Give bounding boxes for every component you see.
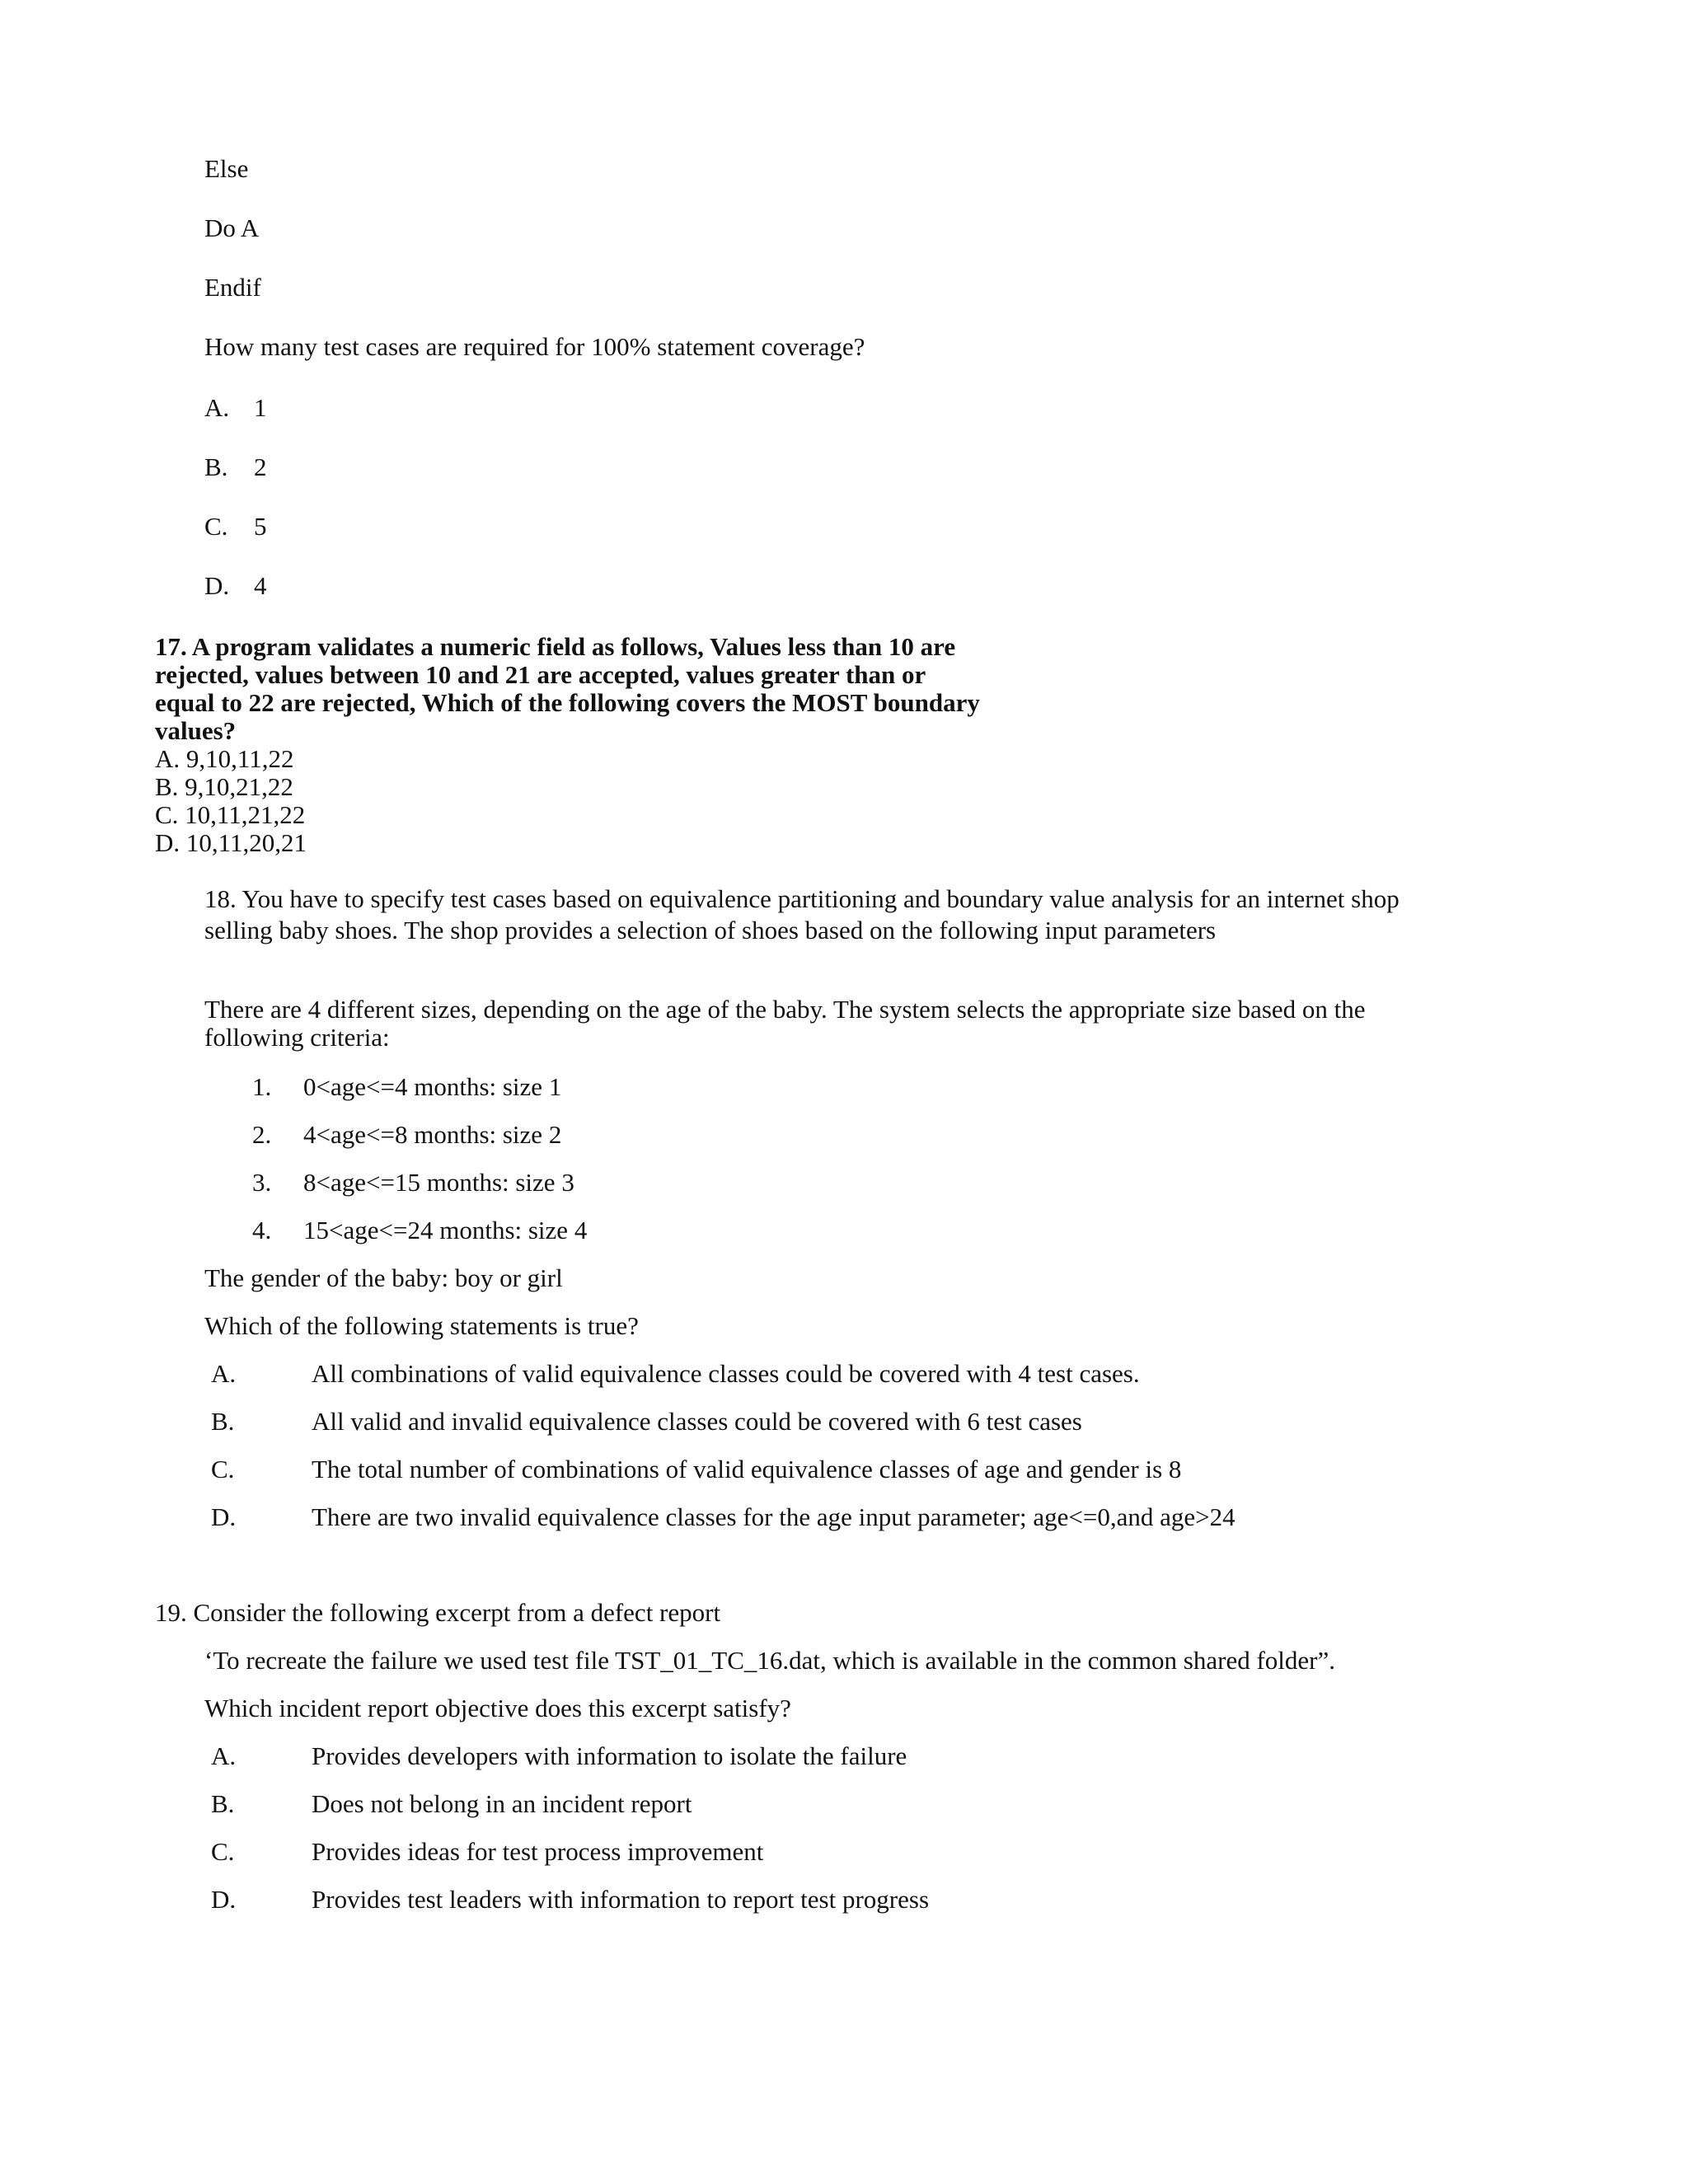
criteria-3-num: 3. <box>252 1168 272 1197</box>
q17-option-c: C. 10,11,21,22 <box>155 800 306 829</box>
q19-option-c-text: Provides ideas for test process improvement <box>312 1837 764 1866</box>
code-else: Else <box>204 154 249 183</box>
q18-option-d-text: There are two invalid equivalence classes for the age input parameter; age<=0,and age>24 <box>312 1502 1236 1531</box>
q18-option-c-letter: C. <box>211 1455 235 1483</box>
criteria-4-num: 4. <box>252 1216 272 1244</box>
q16-option-b-text: 2 <box>254 452 267 481</box>
q17-option-b: B. 9,10,21,22 <box>155 772 293 801</box>
code-do-a: Do A <box>204 213 260 242</box>
q18-option-a-letter: A. <box>211 1359 237 1388</box>
criteria-2-text: 4<age<=8 months: size 2 <box>303 1120 562 1149</box>
q16-option-a-letter: A. <box>204 393 230 422</box>
q16-option-a-text: 1 <box>254 393 267 422</box>
q16-question: How many test cases are required for 100% statement coverage? <box>204 332 865 361</box>
criteria-4-text: 15<age<=24 months: size 4 <box>303 1216 588 1244</box>
q18-option-b-text: All valid and invalid equivalence classes could be covered with 6 test cases <box>312 1407 1082 1436</box>
q17-line-1: 17. A program validates a numeric field as follows, Values less than 10 are <box>155 632 956 661</box>
q18-intro-line-1: 18. You have to specify test cases based on equivalence partitioning and boundary value analysis for an internet shop <box>204 884 1400 913</box>
q18-question: Which of the following statements is true? <box>204 1311 639 1340</box>
q16-option-d-letter: D. <box>204 571 230 600</box>
q19-option-d-letter: D. <box>211 1885 237 1914</box>
q19-quote: ‘To recreate the failure we used test file TST_01_TC_16.dat, which is available in the common shared folder”. <box>204 1646 1335 1675</box>
q17-option-d: D. 10,11,20,21 <box>155 828 307 857</box>
q17-option-a: A. 9,10,11,22 <box>155 744 294 773</box>
q19-option-a-letter: A. <box>211 1741 237 1770</box>
criteria-2-num: 2. <box>252 1120 272 1149</box>
q16-option-c-letter: C. <box>204 512 228 541</box>
q18-option-c-text: The total number of combinations of valid equivalence classes of age and gender is 8 <box>312 1455 1182 1483</box>
q18-option-d-letter: D. <box>211 1502 237 1531</box>
q18-intro-line-2: selling baby shoes. The shop provides a selection of shoes based on the following input parameters <box>204 916 1217 944</box>
q17-line-2: rejected, values between 10 and 21 are accepted, values greater than or <box>155 660 926 689</box>
q18-option-a-text: All combinations of valid equivalence classes could be covered with 4 test cases. <box>312 1359 1140 1388</box>
q18-sizes-line-2: following criteria: <box>204 1023 390 1052</box>
criteria-3-text: 8<age<=15 months: size 3 <box>303 1168 574 1197</box>
q19-intro: 19. Consider the following excerpt from a defect report <box>155 1598 721 1627</box>
q16-option-b-letter: B. <box>204 452 228 481</box>
code-endif: Endif <box>204 273 261 302</box>
q19-option-a-text: Provides developers with information to isolate the failure <box>312 1741 907 1770</box>
q19-option-b-letter: B. <box>211 1789 235 1818</box>
q19-question: Which incident report objective does this excerpt satisfy? <box>204 1694 791 1722</box>
q18-sizes-line-1: There are 4 different sizes, depending on the age of the baby. The system selects the appropriate size based on the <box>204 995 1366 1024</box>
q18-option-b-letter: B. <box>211 1407 235 1436</box>
q16-option-c-text: 5 <box>254 512 267 541</box>
q19-option-d-text: Provides test leaders with information to report test progress <box>312 1885 930 1914</box>
q16-option-d-text: 4 <box>254 571 267 600</box>
q17-line-4: values? <box>155 716 237 745</box>
criteria-1-text: 0<age<=4 months: size 1 <box>303 1072 562 1101</box>
q19-option-c-letter: C. <box>211 1837 235 1866</box>
q19-option-b-text: Does not belong in an incident report <box>312 1789 692 1818</box>
q17-line-3: equal to 22 are rejected, Which of the following covers the MOST boundary <box>155 688 980 717</box>
criteria-1-num: 1. <box>252 1072 272 1101</box>
q18-gender: The gender of the baby: boy or girl <box>204 1263 563 1292</box>
